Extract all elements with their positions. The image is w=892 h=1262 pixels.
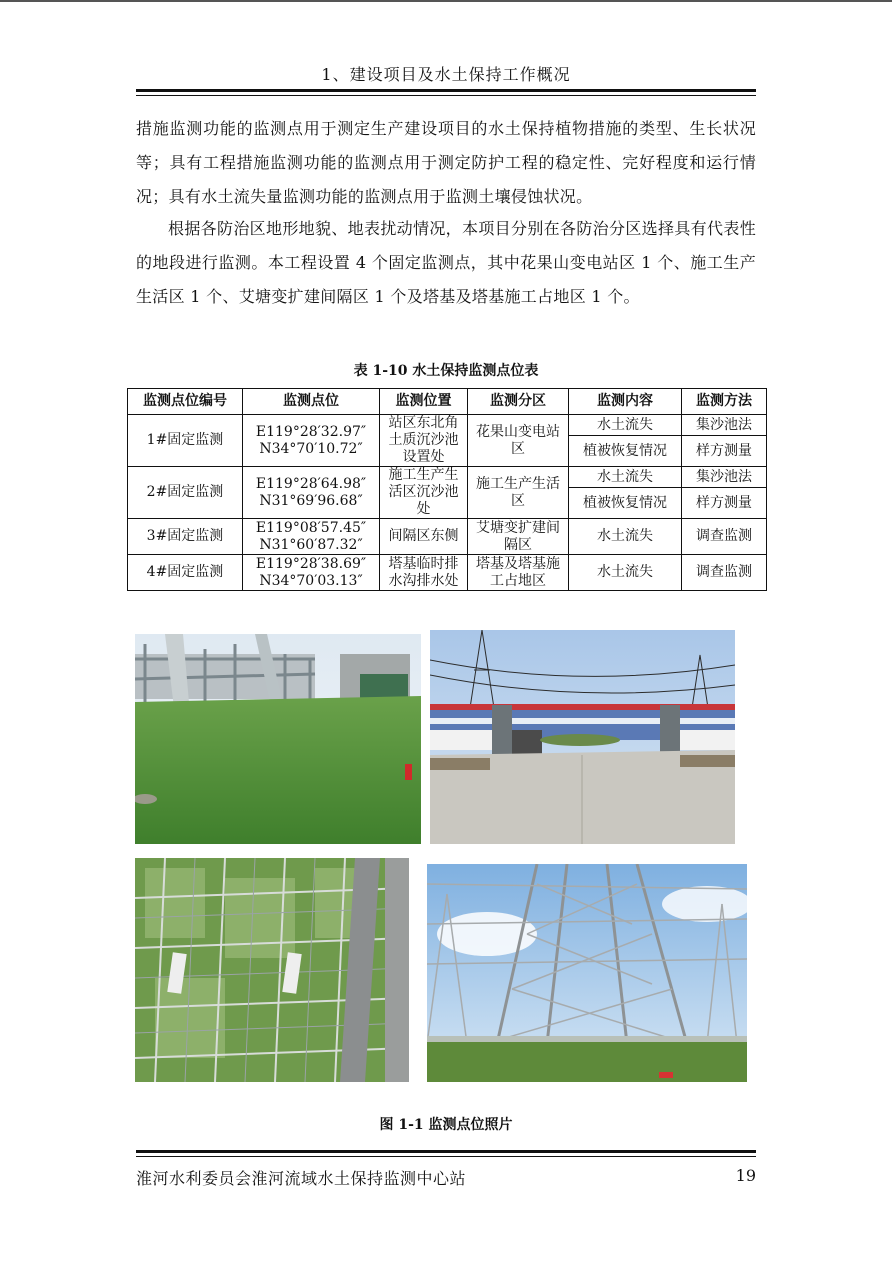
content-cell: 植被恢复情况 xyxy=(569,488,682,519)
point-id-cell: 4#固定监测 xyxy=(128,555,243,591)
header-cell: 监测方法 xyxy=(682,389,767,415)
page-number: 19 xyxy=(735,1166,756,1185)
photo-substation-aerial xyxy=(135,858,409,1082)
content-cell: 水土流失 xyxy=(569,415,682,436)
page-header-title: 1、建设项目及水土保持工作概况 xyxy=(321,65,571,84)
coord-north: N34°70′10.72″ xyxy=(259,440,363,457)
coordinate-cell xyxy=(243,415,380,467)
point-id-cell: 1#固定监测 xyxy=(128,415,243,467)
table-caption: 表 1-10 水土保持监测点位表 xyxy=(353,363,539,379)
zone-cell: 花果山变电站区 xyxy=(468,415,569,467)
table-row xyxy=(128,467,767,488)
table-row xyxy=(128,519,767,555)
location-cell: 间隔区东侧 xyxy=(380,519,468,555)
method-cell: 集沙池法 xyxy=(682,467,767,488)
table-row xyxy=(128,555,767,591)
location-cell: 塔基临时排水沟排水处 xyxy=(380,555,468,591)
coord-east: E119°28′38.69″ xyxy=(255,555,367,572)
header-cell: 监测分区 xyxy=(468,389,569,415)
photo-camp-entrance xyxy=(430,630,735,844)
coord-east: E119°08′57.45″ xyxy=(255,519,367,536)
header-rule-thick xyxy=(136,89,756,92)
footer-organization: 淮河水利委员会淮河流域水土保持监测中心站 xyxy=(136,1169,467,1188)
method-cell: 调查监测 xyxy=(682,555,767,591)
photo-substation-lawn xyxy=(135,634,421,844)
content-cell: 水土流失 xyxy=(569,467,682,488)
coord-east: E119°28′64.98″ xyxy=(255,475,367,492)
coordinate-cell xyxy=(243,555,380,591)
header-cell: 监测点位 xyxy=(243,389,380,415)
zone-cell: 施工生产生活区 xyxy=(468,467,569,519)
figure-caption: 图 1-1 监测点位照片 xyxy=(379,1117,513,1133)
point-id-cell: 3#固定监测 xyxy=(128,519,243,555)
zone-cell: 塔基及塔基施工占地区 xyxy=(468,555,569,591)
table-row xyxy=(128,415,767,436)
method-cell: 样方测量 xyxy=(682,436,767,467)
zone-cell: 艾塘变扩建间隔区 xyxy=(468,519,569,555)
body-paragraph-2: 根据各防治区地形地貌、地表扰动情况，本项目分别在各防治分区选择具有代表性的地段进行监测。本工程设置 4 个固定监测点，其中花果山变电站区 1 个、施工生产生活区 1 个、艾塘变扩建间隔区 1 个及塔基及塔基施工占地区 1 个。 xyxy=(136,219,756,306)
content-cell: 水土流失 xyxy=(569,555,682,591)
coord-north: N34°70′03.13″ xyxy=(259,572,363,589)
top-border xyxy=(0,0,892,2)
footer-rule-thin xyxy=(136,1156,756,1157)
header-cell: 监测内容 xyxy=(569,389,682,415)
coordinate-cell xyxy=(243,519,380,555)
footer-rule-thick xyxy=(136,1150,756,1153)
coord-north: N31°69′96.68″ xyxy=(259,492,363,509)
content-cell: 植被恢复情况 xyxy=(569,436,682,467)
method-cell: 集沙池法 xyxy=(682,415,767,436)
location-cell: 施工生产生活区沉沙池处 xyxy=(380,467,468,519)
coord-north: N31°60′87.32″ xyxy=(259,536,363,553)
content-cell: 水土流失 xyxy=(569,519,682,555)
body-paragraph-1: 措施监测功能的监测点用于测定生产建设项目的水土保持植物措施的类型、生长状况等；具有工程措施监测功能的监测点用于测定防护工程的稳定性、完好程度和运行情况；具有水土流失量监测功能的监测点用于监测土壤侵蚀状况。 xyxy=(136,119,756,206)
header-cell: 监测点位编号 xyxy=(128,389,243,415)
header-rule-thin xyxy=(136,95,756,96)
table-header-row xyxy=(128,389,767,415)
method-cell: 样方测量 xyxy=(682,488,767,519)
header-cell: 监测位置 xyxy=(380,389,468,415)
coord-east: E119°28′32.97″ xyxy=(255,423,367,440)
location-cell: 站区东北角土质沉沙池设置处 xyxy=(380,415,468,467)
monitoring-points-table xyxy=(127,388,767,591)
photo-transmission-tower xyxy=(427,864,747,1082)
point-id-cell: 2#固定监测 xyxy=(128,467,243,519)
coordinate-cell xyxy=(243,467,380,519)
method-cell: 调查监测 xyxy=(682,519,767,555)
